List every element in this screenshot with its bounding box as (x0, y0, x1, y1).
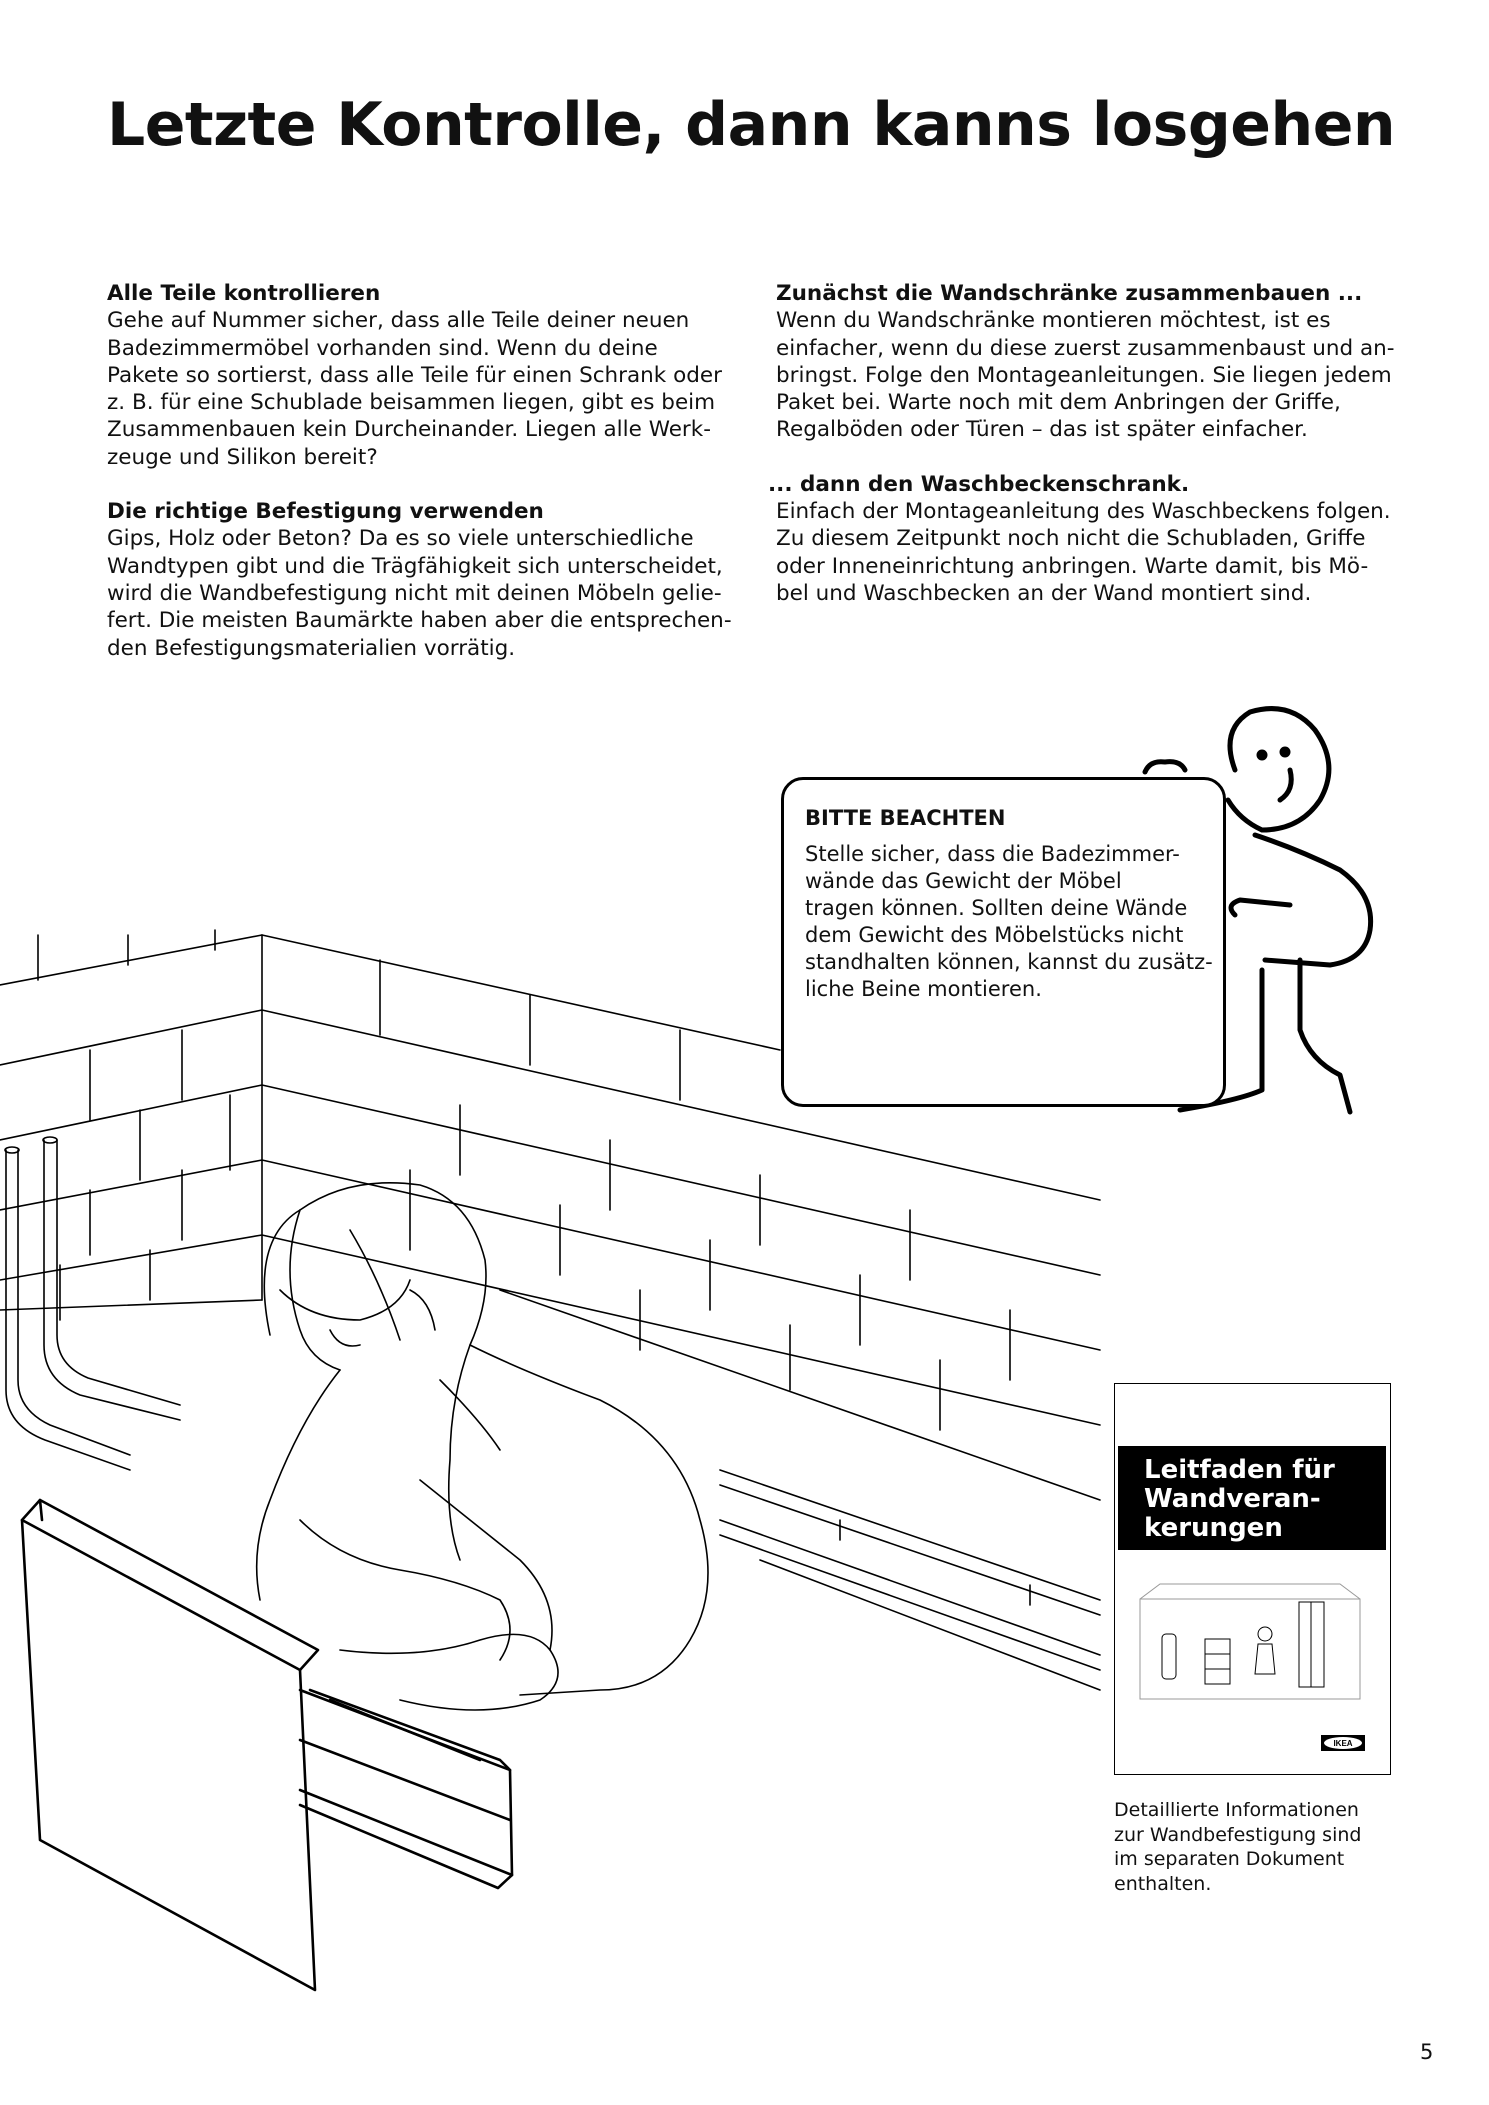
text-line: Pakete so sortierst, dass alle Teile für einen Schrank oder (107, 362, 722, 388)
section-heading-sink-cabinet: ... dann den Waschbeckenschrank. (768, 471, 1190, 497)
text-line: oder Inneneinrichtung anbringen. Warte damit, bis Mö- (776, 553, 1369, 579)
booklet-title-line: kerungen (1144, 1513, 1283, 1543)
caption-line: im separaten Dokument (1114, 1848, 1345, 1870)
page-title: Letzte Kontrolle, dann kanns losgehen (107, 90, 1396, 160)
text-line: Gehe auf Nummer sicher, dass alle Teile deiner neuen (107, 308, 690, 334)
text-line: Zusammenbauen kein Durcheinander. Liegen alle Werk- (107, 417, 711, 443)
booklet-illustration (1115, 1384, 1389, 1772)
text-line: Wenn du Wandschränke montieren möchtest, ist es (776, 308, 1331, 334)
caption-line: zur Wandbefestigung sind (1114, 1823, 1362, 1846)
tile-wall-left (0, 930, 262, 1320)
text-line: z. B. für eine Schublade beisammen liegen, gibt es beim (107, 390, 716, 416)
note-heading: BITTE BEACHTEN (805, 806, 1006, 830)
note-line: liche Beine montieren. (805, 977, 1042, 1001)
note-line: standhalten können, kannst du zusätz- (805, 950, 1213, 974)
kneeling-person-figure (257, 1183, 708, 1710)
note-line: wände das Gewicht der Möbel (805, 869, 1122, 893)
text-line: bel und Waschbecken an der Wand montiert sind. (776, 580, 1312, 606)
section-heading-fastening: Die richtige Befestigung verwenden (107, 499, 544, 525)
text-line: Einfach der Montageanleitung des Waschbeckens folgen. (776, 499, 1391, 525)
text-line: Badezimmermöbel vorhanden sind. Wenn du deine (107, 335, 658, 361)
wall-anchoring-guide-booklet (1114, 1383, 1391, 1775)
text-line: Regalböden oder Türen – das ist später einfacher. (776, 417, 1308, 443)
text-line: wird die Wandbefestigung nicht mit deinen Möbeln gelie- (107, 580, 722, 606)
svg-text:IKEA: IKEA (1333, 1739, 1353, 1748)
ikea-logo (1321, 1735, 1365, 1751)
section-heading-check-parts: Alle Teile kontrollieren (107, 281, 381, 306)
floor-pipes (720, 1470, 1100, 1690)
text-line: Wandtypen gibt und die Trägfähigkeit sich unterscheidet, (107, 553, 723, 579)
text-line: fert. Die meisten Baumärkte haben aber die entsprechen- (107, 608, 732, 634)
booklet-caption (1114, 1798, 1361, 1896)
text-line: einfacher, wenn du diese zuerst zusammenbaust und an- (776, 335, 1395, 361)
text-line: den Befestigungsmaterialien vorrätig. (107, 635, 516, 661)
caption-line: enthalten. (1114, 1872, 1212, 1895)
text-line: zeuge und Silikon bereit? (107, 444, 378, 470)
text-line: Paket bei. Warte noch mit dem Anbringen der Griffe, (776, 390, 1341, 416)
section-heading-wall-cabinets: Zunächst die Wandschränke zusammenbauen ... (776, 281, 1363, 306)
booklet-title-line: Leitfaden für (1144, 1455, 1335, 1485)
drawer-illustration (22, 1500, 512, 1990)
floor-line (0, 1300, 262, 1310)
note-line: Stelle sicher, dass die Badezimmer- (805, 842, 1180, 866)
note-line: tragen können. Sollten deine Wände (805, 896, 1188, 920)
text-line: Zu diesem Zeitpunkt noch nicht die Schubladen, Griffe (776, 526, 1366, 552)
page-number: 5 (1420, 2040, 1434, 2064)
caption-line: Detaillierte Informationen (1114, 1799, 1359, 1821)
text-line: bringst. Folge den Montageanleitungen. Sie liegen jedem (776, 362, 1392, 388)
text-line: Gips, Holz oder Beton? Da es so viele unterschiedliche (107, 526, 694, 552)
attention-note-box (781, 777, 1226, 1107)
note-text (805, 841, 1213, 1003)
booklet-title-line: Wandveran- (1144, 1484, 1321, 1514)
note-line: dem Gewicht des Möbelstücks nicht (805, 923, 1184, 947)
